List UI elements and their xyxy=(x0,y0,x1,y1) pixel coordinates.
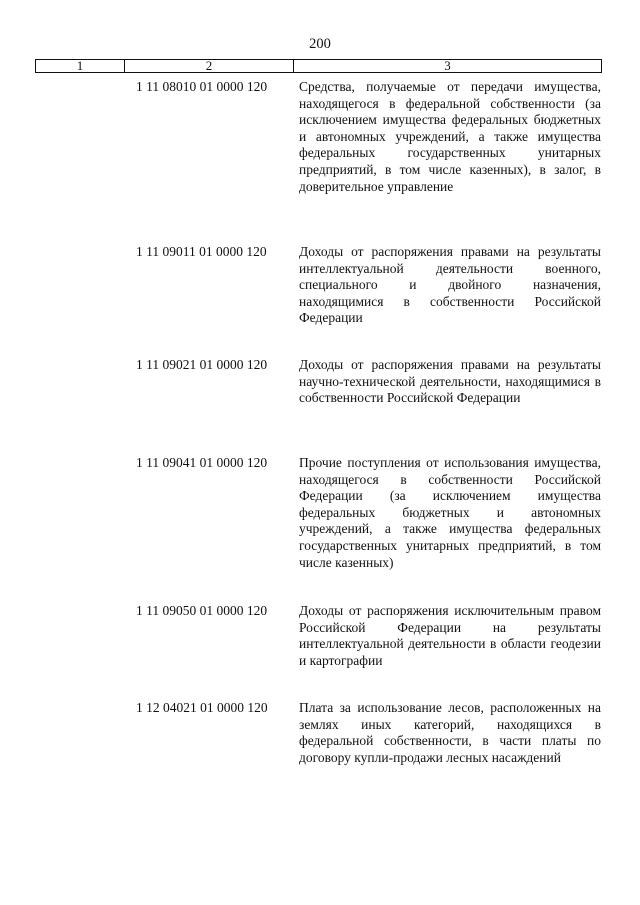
budget-code: 1 11 08010 01 0000 120 xyxy=(136,79,268,94)
table-header-col-2: 2 xyxy=(125,60,294,72)
table-header-col-1: 1 xyxy=(36,60,125,72)
income-description: Доходы от распоряжения правами на результаты научно-технической деятельности, находящимися в собственности Российской Федерации xyxy=(299,357,601,406)
income-description: Прочие поступления от использования имущества, находящегося в собственности Российской Федерации (за исключением имущества федеральных бюджетных и автономных учреждений, а также имущества федеральных государственных унитарных предприятий, в том числе казенных) xyxy=(299,455,601,570)
budget-code: 1 11 09011 01 0000 120 xyxy=(136,244,267,259)
budget-code: 1 11 09050 01 0000 120 xyxy=(136,603,268,618)
income-description: Доходы от распоряжения исключительным правом Российской Федерации на результаты интеллектуальной деятельности в области геодезии и картографии xyxy=(299,603,601,668)
table-header-row xyxy=(35,59,602,73)
budget-code: 1 11 09021 01 0000 120 xyxy=(136,357,268,372)
income-description: Средства, получаемые от передачи имущества, находящегося в федеральной собственности (за исключением имущества федеральных бюджетных и автономных учреждений, а также имущества федеральных государственных унитарных предприятий, в том числе казенных), в залог, в доверительное управление xyxy=(299,79,601,194)
income-description: Доходы от распоряжения правами на результаты интеллектуальной деятельности военного, специального и двойного назначения, находящимися в собственности Российской Федерации xyxy=(299,244,601,326)
page-number: 200 xyxy=(309,36,331,52)
table-header-col-3: 3 xyxy=(444,58,451,73)
budget-code: 1 11 09041 01 0000 120 xyxy=(136,455,268,470)
budget-code: 1 12 04021 01 0000 120 xyxy=(136,700,268,715)
income-description: Плата за использование лесов, расположенных на землях иных категорий, находящихся в федеральной собственности, в части платы по договору купли-продажи лесных насаждений xyxy=(299,700,601,765)
